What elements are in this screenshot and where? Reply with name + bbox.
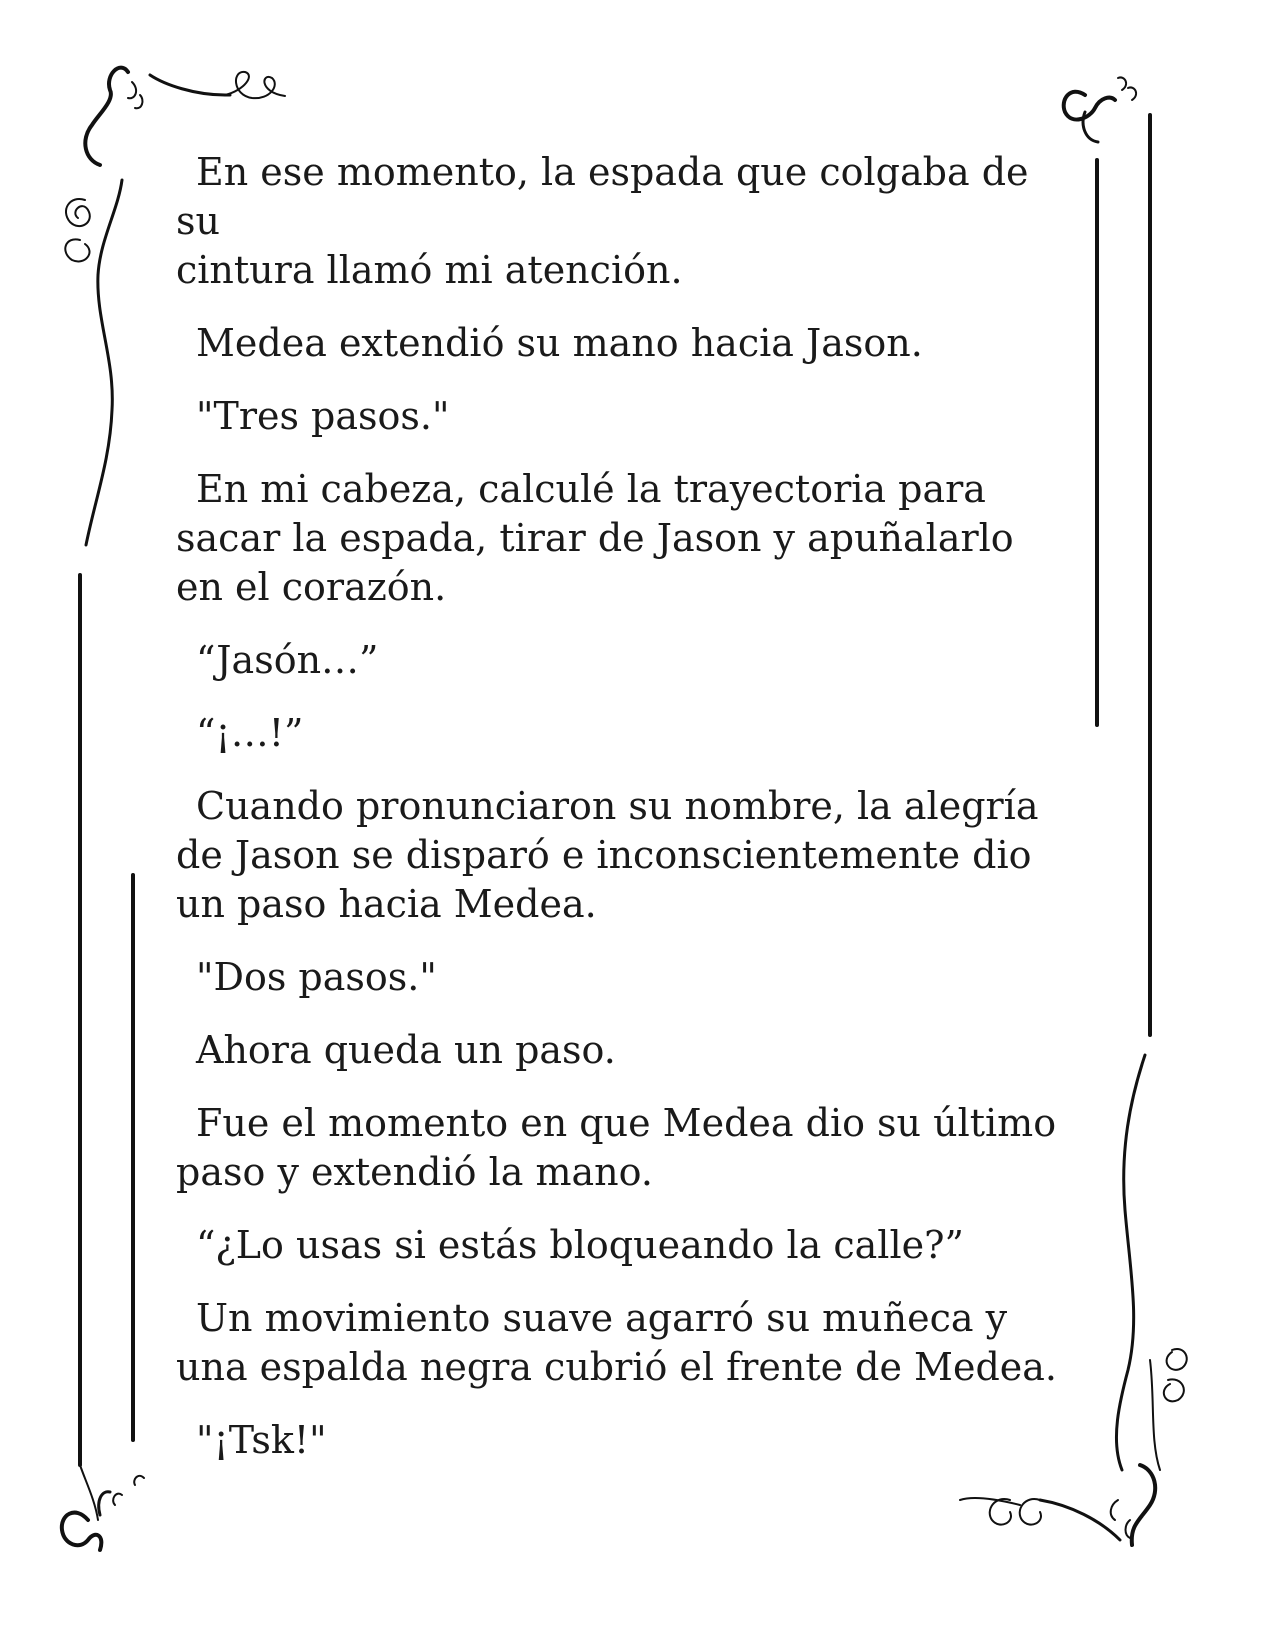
paragraph: Un movimiento suave agarró su muñeca y una espalda negra cubrió el frente de Medea.: [176, 1296, 1057, 1389]
paragraph: En ese momento, la espada que colgaba de su cintura llamó mi atención.: [176, 150, 1029, 292]
corner-flourish-bottom-left: [62, 1465, 144, 1550]
paragraph: "Tres pasos.": [196, 394, 450, 438]
paragraph: Ahora queda un paso.: [196, 1028, 616, 1072]
story-text: [176, 148, 1076, 1489]
paragraph: “Jasón…”: [196, 638, 379, 682]
border-line-left: [80, 575, 133, 1465]
paragraph: Medea extendió su mano hacia Jason.: [196, 321, 923, 365]
paragraph: En mi cabeza, calculé la trayectoria para sacar la espada, tirar de Jason y apuñalarlo en el corazón.: [176, 467, 1014, 609]
paragraph: “¿Lo usas si estás bloqueando la calle?”: [196, 1223, 964, 1267]
border-line-right: [1097, 115, 1150, 1035]
paragraph: Cuando pronunciaron su nombre, la alegría de Jason se disparó e inconscientemente dio un paso hacia Medea.: [176, 784, 1039, 926]
paragraph: "Dos pasos.": [196, 955, 437, 999]
paragraph: "¡Tsk!": [196, 1418, 327, 1462]
corner-flourish-top-right: [1064, 77, 1136, 142]
paragraph: Fue el momento en que Medea dio su último paso y extendió la mano.: [176, 1101, 1057, 1194]
paragraph: “¡…!”: [196, 711, 304, 755]
